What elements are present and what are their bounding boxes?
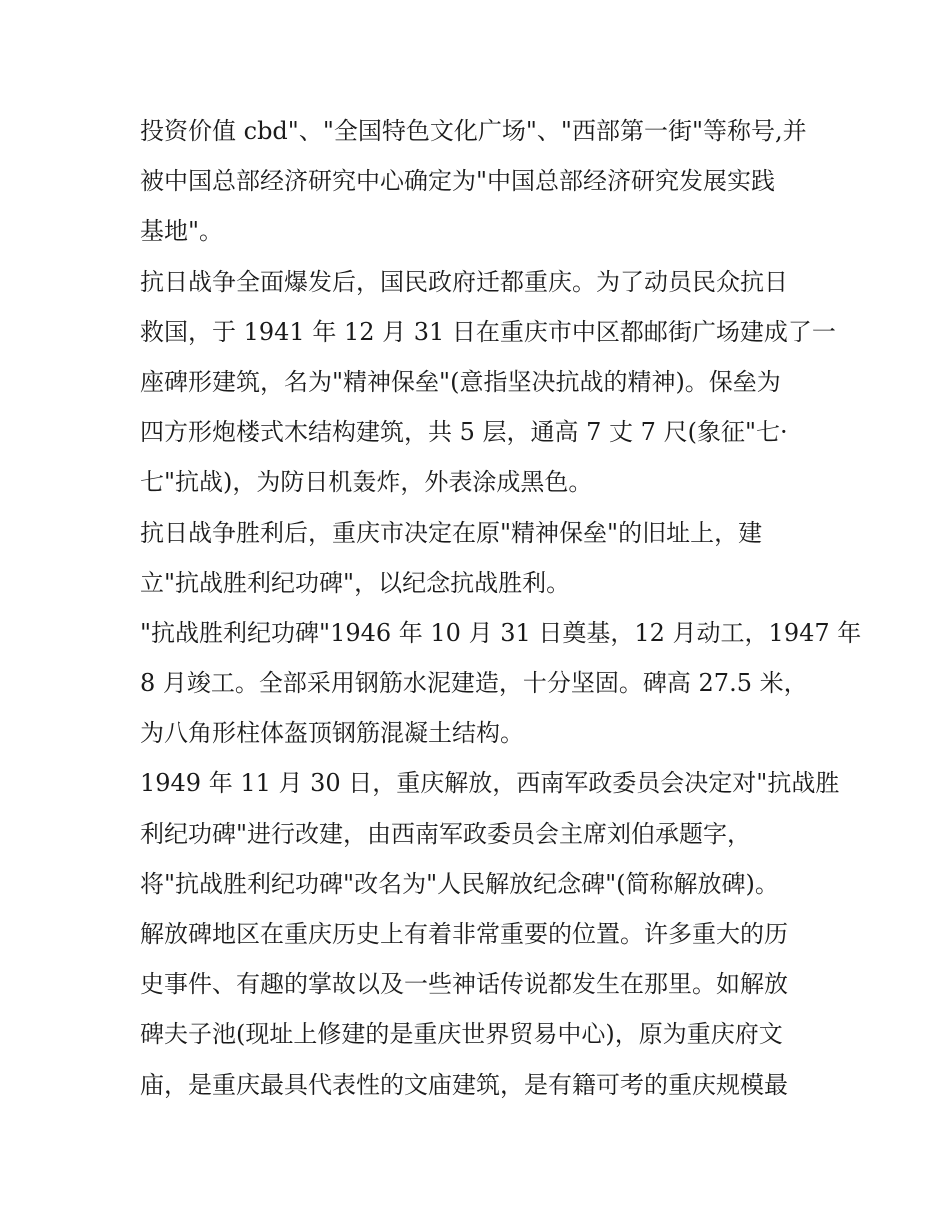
text-line: 8 月竣工。全部采用钢筋水泥建造，十分坚固。碑高 27.5 米，: [140, 669, 808, 698]
text-line: 碑夫子池(现址上修建的是重庆世界贸易中心)，原为重庆府文: [140, 1020, 783, 1049]
text-line: 抗日战争胜利后，重庆市决定在原"精神保垒"的旧址上，建: [140, 518, 763, 547]
text-line: 利纪功碑"进行改建，由西南军政委员会主席刘伯承题字，: [140, 819, 752, 848]
text-line: 史事件、有趣的掌故以及一些神话传说都发生在那里。如解放: [140, 970, 788, 999]
text-line: 座碑形建筑，名为"精神保垒"(意指坚决抗战的精神)。保垒为: [140, 367, 781, 396]
body-text: [140, 106, 862, 1110]
text-line: 立"抗战胜利纪功碑"，以纪念抗战胜利。: [140, 568, 571, 597]
text-line: 将"抗战胜利纪功碑"改名为"人民解放纪念碑"(简称解放碑)。: [140, 869, 779, 898]
text-line: "抗战胜利纪功碑"1946 年 10 月 31 日奠基，12 月动工，1947 年: [140, 618, 862, 647]
text-line: 解放碑地区在重庆历史上有着非常重要的位置。许多重大的历: [140, 920, 788, 948]
text-line: 庙，是重庆最具代表性的文庙建筑，是有籍可考的重庆规模最: [140, 1070, 788, 1099]
text-line: 救国，于 1941 年 12 月 31 日在重庆市中区都邮街广场建成了一: [140, 317, 836, 346]
text-line: 1949 年 11 月 30 日，重庆解放，西南军政委员会决定对"抗战胜: [140, 769, 840, 798]
text-line: 七"抗战)，为防日机轰炸，外表涂成黑色。: [140, 468, 593, 497]
text-line: 四方形炮楼式木结构建筑，共 5 层，通高 7 丈 7 尺(象征"七·: [140, 418, 788, 447]
text-line: 投资价值 cbd"、"全国特色文化广场"、"西部第一街"等称号,并: [140, 117, 807, 145]
text-line: 为八角形柱体盔顶钢筋混凝土结构。: [140, 719, 524, 748]
text-line: 被中国总部经济研究中心确定为"中国总部经济研究发展实践: [140, 167, 776, 196]
text-line: 抗日战争全面爆发后，国民政府迁都重庆。为了动员民众抗日: [140, 267, 788, 296]
text-line: 基地"。: [140, 217, 224, 246]
